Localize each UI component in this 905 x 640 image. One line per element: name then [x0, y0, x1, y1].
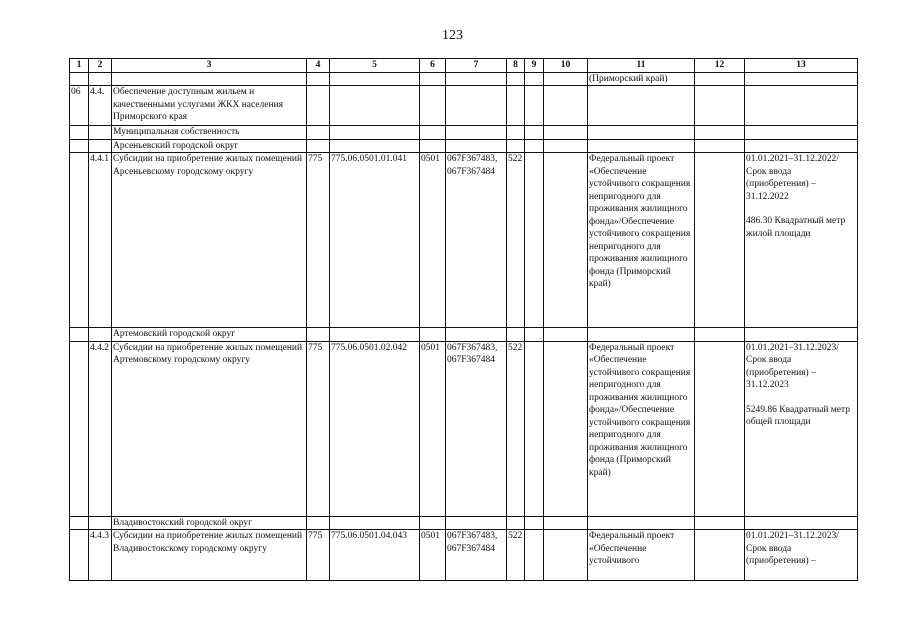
table-row-group: [70, 328, 858, 342]
cell-col-4: [307, 126, 330, 140]
cell-col-11: Федеральный проект «Обеспечение устойчивого: [588, 530, 695, 581]
cell-col-2: 4.4.3: [89, 530, 112, 581]
target-value-text: 5249.86 Квадратный метр общей площади: [746, 404, 851, 427]
cell-col-11: (Приморский край): [588, 72, 695, 86]
cell-col-12: [695, 72, 745, 86]
cell-col-12: [695, 530, 745, 581]
cell-col-9: [525, 139, 544, 153]
header-cell: 8: [507, 59, 525, 73]
cell-col-3: Владивостокский городской округ: [112, 516, 307, 530]
cell-col-3: [112, 72, 307, 86]
cell-col-1: 06: [70, 86, 89, 126]
cell-col-6: [420, 328, 446, 342]
cell-col-2: [89, 516, 112, 530]
cell-col-3: Субсидии на приобретение жилых помещений Владивостокскому городскому округу: [112, 530, 307, 581]
cell-col-3: Субсидии на приобретение жилых помещений Артемовскому городскому округу: [112, 341, 307, 516]
header-cell: 10: [544, 59, 588, 73]
cell-col-2: [89, 139, 112, 153]
cell-col-8: [507, 139, 525, 153]
cell-col-7: [446, 516, 507, 530]
cell-col-12: [695, 341, 745, 516]
cell-col-3: Обеспечение доступным жильем и качественными услугами ЖКХ населения Приморского края: [112, 86, 307, 126]
cell-col-5: [330, 516, 420, 530]
cell-col-9: [525, 126, 544, 140]
cell-col-5: [330, 72, 420, 86]
target-value-text: 486.30 Квадратный метр жилой площади: [746, 216, 846, 239]
cell-col-11: [588, 139, 695, 153]
header-cell: 9: [525, 59, 544, 73]
header-cell: 5: [330, 59, 420, 73]
program-table: [69, 58, 858, 581]
cell-col-4: 775: [307, 153, 330, 328]
cell-col-12: [695, 86, 745, 126]
cell-col-7: 067F367483, 067F367484: [446, 341, 507, 516]
cell-col-5: [330, 139, 420, 153]
header-cell: 7: [446, 59, 507, 73]
cell-col-11: Федеральный проект «Обеспечение устойчивого сокращения непригодного для проживания жилищного фонда»/Обеспечение устойчивого сокращения непригодного для проживания жилищного фонда (Приморский край): [588, 153, 695, 328]
table-row-detail: [70, 530, 858, 581]
header-cell: 3: [112, 59, 307, 73]
cell-col-8: [507, 126, 525, 140]
cell-col-1: [70, 153, 89, 328]
cell-col-8: [507, 516, 525, 530]
cell-col-13: [745, 328, 858, 342]
cell-col-11: [588, 126, 695, 140]
cell-col-13: [745, 72, 858, 86]
cell-col-5: 775.06.0501.04.043: [330, 530, 420, 581]
cell-col-10: [544, 86, 588, 126]
cell-col-12: [695, 126, 745, 140]
cell-col-2: 4.4.2: [89, 341, 112, 516]
cell-col-6: [420, 139, 446, 153]
header-cell: 13: [745, 59, 858, 73]
cell-col-5: [330, 126, 420, 140]
cell-col-4: [307, 72, 330, 86]
cell-col-3: Муниципальная собственность: [112, 126, 307, 140]
cell-col-10: [544, 516, 588, 530]
cell-col-10: [544, 153, 588, 328]
cell-col-13: [745, 516, 858, 530]
cell-col-10: [544, 328, 588, 342]
cell-col-5: 775.06.0501.01.041: [330, 153, 420, 328]
cell-col-7: 067F367483, 067F367484: [446, 153, 507, 328]
cell-col-10: [544, 72, 588, 86]
deadline-text: 01.01.2021–31.12.2023/ Срок ввода (приобретения) – 31.12.2023: [746, 342, 839, 390]
header-cell: 4: [307, 59, 330, 73]
cell-col-13: [745, 126, 858, 140]
cell-col-4: 775: [307, 341, 330, 516]
header-cell: 12: [695, 59, 745, 73]
cell-col-4: [307, 139, 330, 153]
table-row-group: [70, 126, 858, 140]
cell-col-7: 067F367483, 067F367484: [446, 530, 507, 581]
cell-col-13: [745, 153, 858, 328]
cell-col-6: 0501: [420, 153, 446, 328]
cell-col-2: 4.4.: [89, 86, 112, 126]
cell-col-5: [330, 328, 420, 342]
cell-col-1: [70, 126, 89, 140]
cell-col-10: [544, 341, 588, 516]
cell-col-7: [446, 328, 507, 342]
cell-col-4: [307, 86, 330, 126]
cell-col-1: [70, 72, 89, 86]
cell-col-8: 522: [507, 153, 525, 328]
cell-col-2: [89, 72, 112, 86]
cell-col-9: [525, 530, 544, 581]
header-cell: 1: [70, 59, 89, 73]
cell-col-2: [89, 328, 112, 342]
cell-col-3: Артемовский городской округ: [112, 328, 307, 342]
cell-col-11: Федеральный проект «Обеспечение устойчивого сокращения непригодного для проживания жилищного фонда»/Обеспечение устойчивого сокращения непригодного для проживания жилищного фонда (Приморский край): [588, 341, 695, 516]
cell-col-5: [330, 86, 420, 126]
cell-col-12: [695, 153, 745, 328]
cell-col-8: [507, 86, 525, 126]
cell-col-6: [420, 72, 446, 86]
page-number: 123: [442, 28, 463, 43]
cell-col-9: [525, 153, 544, 328]
cell-col-1: [70, 139, 89, 153]
cell-col-8: [507, 328, 525, 342]
cell-col-11: [588, 328, 695, 342]
cell-col-6: [420, 516, 446, 530]
cell-col-10: [544, 126, 588, 140]
cell-col-1: [70, 341, 89, 516]
deadline-text: 01.01.2021–31.12.2022/ Срок ввода (приобретения) – 31.12.2022: [746, 154, 839, 202]
cell-col-9: [525, 341, 544, 516]
table-row-item: [70, 86, 858, 126]
cell-col-9: [525, 86, 544, 126]
cell-col-12: [695, 516, 745, 530]
cell-col-6: 0501: [420, 530, 446, 581]
cell-col-4: 775: [307, 530, 330, 581]
cell-col-13: [745, 341, 858, 516]
cell-col-13: [745, 530, 858, 581]
cell-col-6: [420, 126, 446, 140]
table-row-group: [70, 139, 858, 153]
cell-col-3: Субсидии на приобретение жилых помещений Арсеньевскому городскому округу: [112, 153, 307, 328]
cell-col-7: [446, 126, 507, 140]
cell-col-6: [420, 86, 446, 126]
header-cell: 6: [420, 59, 446, 73]
cell-col-4: [307, 328, 330, 342]
cell-col-4: [307, 516, 330, 530]
cell-col-7: [446, 72, 507, 86]
cell-col-7: [446, 139, 507, 153]
cell-col-2: [89, 126, 112, 140]
cell-col-2: 4.4.1: [89, 153, 112, 328]
cell-col-13: [745, 86, 858, 126]
cell-col-5: 775.06.0501.02.042: [330, 341, 420, 516]
cell-col-8: 522: [507, 341, 525, 516]
cell-col-6: 0501: [420, 341, 446, 516]
table-row-detail: [70, 153, 858, 328]
table-row-detail: [70, 341, 858, 516]
cell-col-12: [695, 139, 745, 153]
cell-col-1: [70, 328, 89, 342]
cell-col-11: [588, 86, 695, 126]
deadline-text: 01.01.2021–31.12.2023/ Срок ввода (приобретения) –: [746, 531, 839, 566]
cell-col-12: [695, 328, 745, 342]
table-row-group: [70, 516, 858, 530]
table-row-continuation: [70, 72, 858, 86]
cell-col-9: [525, 72, 544, 86]
cell-col-1: [70, 530, 89, 581]
cell-col-7: [446, 86, 507, 126]
header-row: [70, 59, 858, 73]
header-cell: 2: [89, 59, 112, 73]
cell-col-9: [525, 516, 544, 530]
cell-col-13: [745, 139, 858, 153]
cell-col-11: [588, 516, 695, 530]
header-cell: 11: [588, 59, 695, 73]
cell-col-8: 522: [507, 530, 525, 581]
cell-col-8: [507, 72, 525, 86]
cell-col-3: Арсеньевский городской округ: [112, 139, 307, 153]
cell-col-10: [544, 139, 588, 153]
cell-col-9: [525, 328, 544, 342]
cell-col-10: [544, 530, 588, 581]
cell-col-1: [70, 516, 89, 530]
